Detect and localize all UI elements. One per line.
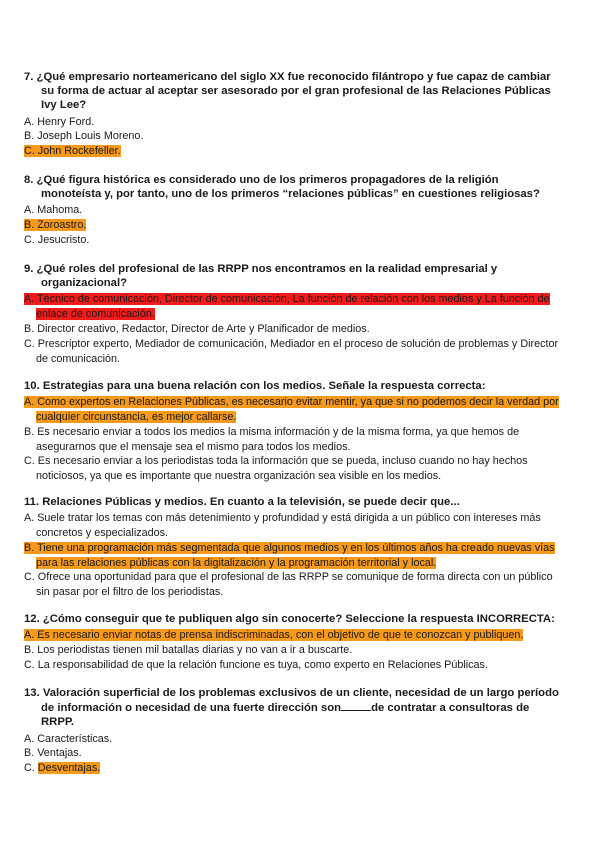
option-c: C. Desventajas. [24, 762, 101, 775]
question-12 [24, 612, 559, 673]
question-text: 11. Relaciones Públicas y medios. En cuanto a la televisión, se puede decir que... [24, 496, 460, 508]
option-a: A. Suele tratar los temas con más detenimiento y profundidad y está dirigida a un público con intereses más concretos y especializados. [24, 512, 541, 539]
option-a: A. Mahoma. [24, 204, 83, 217]
option-c: C. Prescriptor experto, Mediador de comunicación, Mediador en el proceso de solución de problemas y Director de comunicación. [24, 337, 559, 365]
highlighted-answer: A. Técnico de comunicación, Director de comunicación, La función de relación con los medios y La función de enlace de comunicación. [24, 293, 550, 321]
option-b: B. Es necesario enviar a todos los medios la misma información y de la misma forma, ya que hemos de asegurarnos que el mensaje sea el mismo para todos los medios. [24, 425, 520, 453]
option-c: C. La responsabilidad de que la relación funcione es tuya, como experto en Relaciones Públicas. [24, 658, 488, 671]
question-9 [24, 262, 559, 366]
question-text: 10. Estrategias para una buena relación con los medios. Señale la respuesta correcta: [24, 380, 486, 392]
option-c: C. Ofrece una oportunidad para que el profesional de las RRPP se comunique de forma directa con un público sin pasar por el filtro de los periodistas. [24, 571, 553, 599]
highlighted-answer: B. Zoroastro. [24, 219, 87, 232]
question-11 [24, 495, 559, 600]
question-text: 8. ¿Qué figura histórica es considerado uno de los primeros propagadores de la religión monoteísta y, por tanto, uno de los primeros “relaciones públicas” en cuestiones religiosas? [24, 174, 540, 201]
option-b: B. Los periodistas tienen mil batallas diarias y no van a ir a buscarte. [24, 644, 353, 656]
option-a: A. Características. [24, 732, 113, 745]
question-text: 9. ¿Qué roles del profesional de las RRPP nos encontramos en la realidad empresarial y organizacional? [24, 263, 498, 290]
highlighted-answer: Desventajas. [37, 762, 101, 775]
option-a: A. Henry Ford. [24, 115, 95, 128]
option-a [24, 395, 559, 425]
question-text: 7. ¿Qué empresario norteamericano del siglo XX fue reconocido filántropo y fue capaz de cambiar su forma de actuar al aceptar ser asesorado por el gran profesional de las Relaciones Públicas Ivy Lee? [24, 71, 551, 112]
option-a [24, 628, 559, 643]
highlighted-answer: A. Es necesario enviar notas de prensa indiscriminadas, con el objetivo de que te conozcan y publiquen. [24, 629, 524, 642]
option-b: B. Director creativo, Redactor, Director de Arte y Planificador de medios. [24, 323, 370, 335]
question-text: 12. ¿Cómo conseguir que te publiquen algo sin conocerte? Seleccione la respuesta INCORRECTA: [24, 613, 555, 625]
option-a [24, 292, 559, 322]
option-c [24, 144, 559, 159]
option-b: B. Joseph Louis Moreno. [24, 130, 144, 143]
highlighted-answer: C. John Rockefeller. [24, 145, 121, 158]
option-b [24, 541, 559, 571]
question-8 [24, 173, 559, 248]
question-10 [24, 379, 559, 484]
highlighted-answer: A. Como expertos en Relaciones Públicas, es necesario evitar mentir, ya que si no podemos decir la verdad por cualquier circunstancia, es mejor callarse. [24, 396, 559, 423]
answer-blank [341, 700, 371, 711]
question-7 [24, 70, 559, 159]
question-13 [24, 686, 559, 776]
option-c: C. Jesucristo. [24, 234, 90, 246]
option-c: C. Es necesario enviar a los periodistas toda la información que se pueda, incluso cuando no hay hechos noticiosos, ya que es importante que nuestra organización sea visible en los medios. [24, 455, 528, 483]
option-b [24, 218, 559, 233]
question-text: 13. Valoración superficial de los problemas exclusivos de un cliente, necesidad de un largo período de información o necesidad de una fuerte dirección son de contratar a consultoras de RRPP. [24, 687, 559, 729]
option-b: B. Ventajas. [24, 747, 82, 760]
highlighted-answer: B. Tiene una programación más segmentada que algunos medios y en los últimos años ha creado nuevas vías para las relaciones públicas con la digitalización y la programación territorial y local. [24, 541, 555, 569]
